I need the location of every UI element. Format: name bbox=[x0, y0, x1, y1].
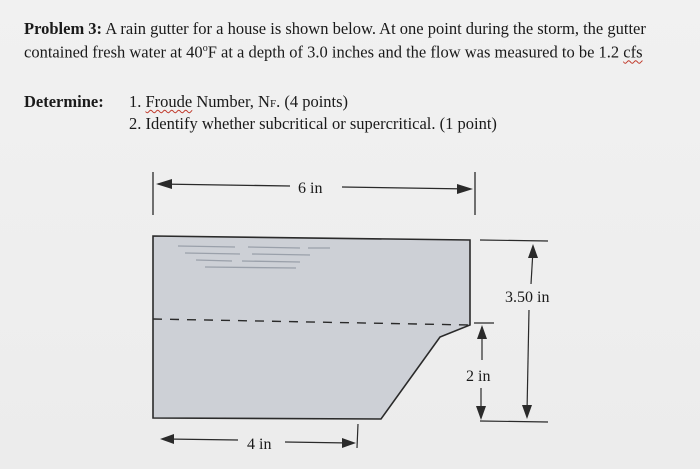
flow-unit: cfs bbox=[623, 42, 643, 62]
top-width-line-left bbox=[158, 184, 290, 186]
height-label: 3.50 in bbox=[505, 289, 550, 306]
task-item-2: 2. Identify whether subcritical or supercritical. (1 point) bbox=[129, 114, 497, 133]
degree-symbol: o bbox=[202, 43, 208, 54]
froude-word: Froude bbox=[145, 92, 193, 111]
bottom-width-line-right bbox=[285, 442, 350, 443]
height-line-bottom bbox=[527, 310, 529, 412]
bottom-width-line-left bbox=[166, 439, 238, 440]
top-width-arrow-left bbox=[156, 179, 172, 189]
slope-height-label: 2 in bbox=[466, 368, 491, 385]
problem-line-1-text: A rain gutter for a house is shown below. At one point during the storm, the gutter bbox=[102, 19, 646, 38]
water-cross-section bbox=[153, 236, 470, 419]
task-1-text: Number, N bbox=[192, 92, 270, 111]
top-width-line-right bbox=[342, 187, 470, 189]
bottom-width-arrow-left bbox=[160, 434, 174, 444]
height-top-extension bbox=[480, 240, 548, 241]
bottom-width-right-extension bbox=[357, 424, 358, 448]
task-1-points: . (4 points) bbox=[276, 92, 349, 111]
determine-label: Determine: bbox=[24, 92, 104, 111]
top-width-label: 6 in bbox=[298, 180, 323, 197]
problem-number: Problem 3: bbox=[24, 19, 103, 38]
height-arrow-top bbox=[528, 244, 538, 258]
problem-line-2-mid: F at a depth of 3.0 inches and the flow was measured to be 1.2 bbox=[207, 42, 624, 62]
task-1-number: 1. bbox=[129, 92, 146, 111]
height-bottom-extension bbox=[480, 421, 548, 422]
slope-height-arrow-bottom bbox=[476, 406, 486, 420]
slope-height-arrow-top bbox=[477, 325, 487, 339]
bottom-width-arrow-right bbox=[342, 438, 356, 448]
froude-subscript: F bbox=[269, 98, 277, 110]
top-width-arrow-right bbox=[457, 184, 473, 194]
problem-line-2-pre: contained fresh water at 40 bbox=[24, 42, 203, 62]
height-arrow-bottom bbox=[522, 405, 532, 419]
bottom-width-label: 4 in bbox=[247, 436, 272, 453]
